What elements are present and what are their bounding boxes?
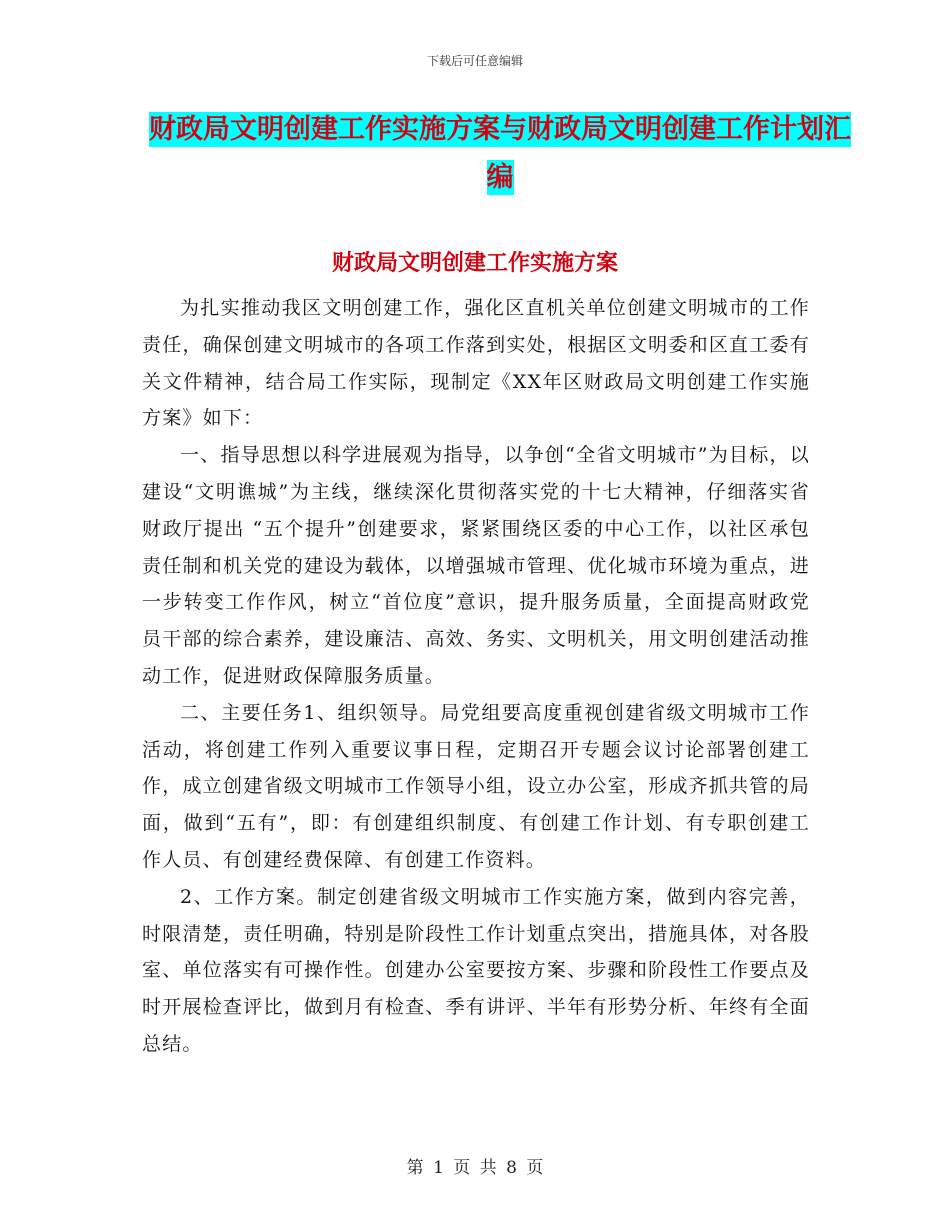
header-note: 下载后可任意编辑 [426, 54, 523, 68]
paragraph: 为扎实推动我区文明创建工作，强化区直机关单位创建文明城市的工作责任，确保创建文明城市的各项工作落到实处，根据区文明委和区直工委有关文件精神，结合局工作实际，现制定《XX年区财政局文明创建工作实施方案》如下： [142, 297, 810, 430]
paragraph: 二、主要任务1、组织领导。局党组要高度重视创建省级文明城市工作活动，将创建工作列入重要议事日程，定期召开专题会议讨论部署创建工作，成立创建省级文明城市工作领导小组，设立办公室，形成齐抓共管的局面，做到“五有”，即：有创建组织制度、有创建工作计划、有专职创建工作人员、有创建经费保障、有创建工作资料。 [142, 701, 810, 871]
document-title-text: 财政局文明创建工作实施方案与财政局文明创建工作计划汇编 [149, 114, 851, 193]
paragraph: 一、指导思想以科学进展观为指导，以争创“全省文明城市”为目标，以建设“文明谯城”为主线，继续深化贯彻落实党的十七大精神，仔细落实省财政厅提出 “五个提升”创建要求，紧紧围绕区委的中心工作，以社区承包责任制和机关党的建设为载体，以增强城市管理、优化城市环境为重点，进一步转变工作作风，树立“首位度”意识，提升服务质量，全面提高财政党员干部的综合素养，建设廉洁、高效、务实、文明机关，用文明创建活动推动工作，促进财政保障服务质量。 [142, 444, 810, 687]
page-number: 第 1 页 共 8 页 [406, 1158, 544, 1178]
document-title [140, 106, 860, 202]
section-title: 财政局文明创建工作实施方案 [331, 251, 618, 276]
document-body [142, 290, 810, 1063]
paragraph: 2、工作方案。制定创建省级文明城市工作实施方案，做到内容完善，时限清楚，责任明确，特别是阶段性工作计划重点突出，措施具体，对各股室、单位落实有可操作性。创建办公室要按方案、步骤和阶段性工作要点及时开展检查评比，做到月有检查、季有讲评、半年有形势分析、年终有全面总结。 [142, 885, 810, 1055]
